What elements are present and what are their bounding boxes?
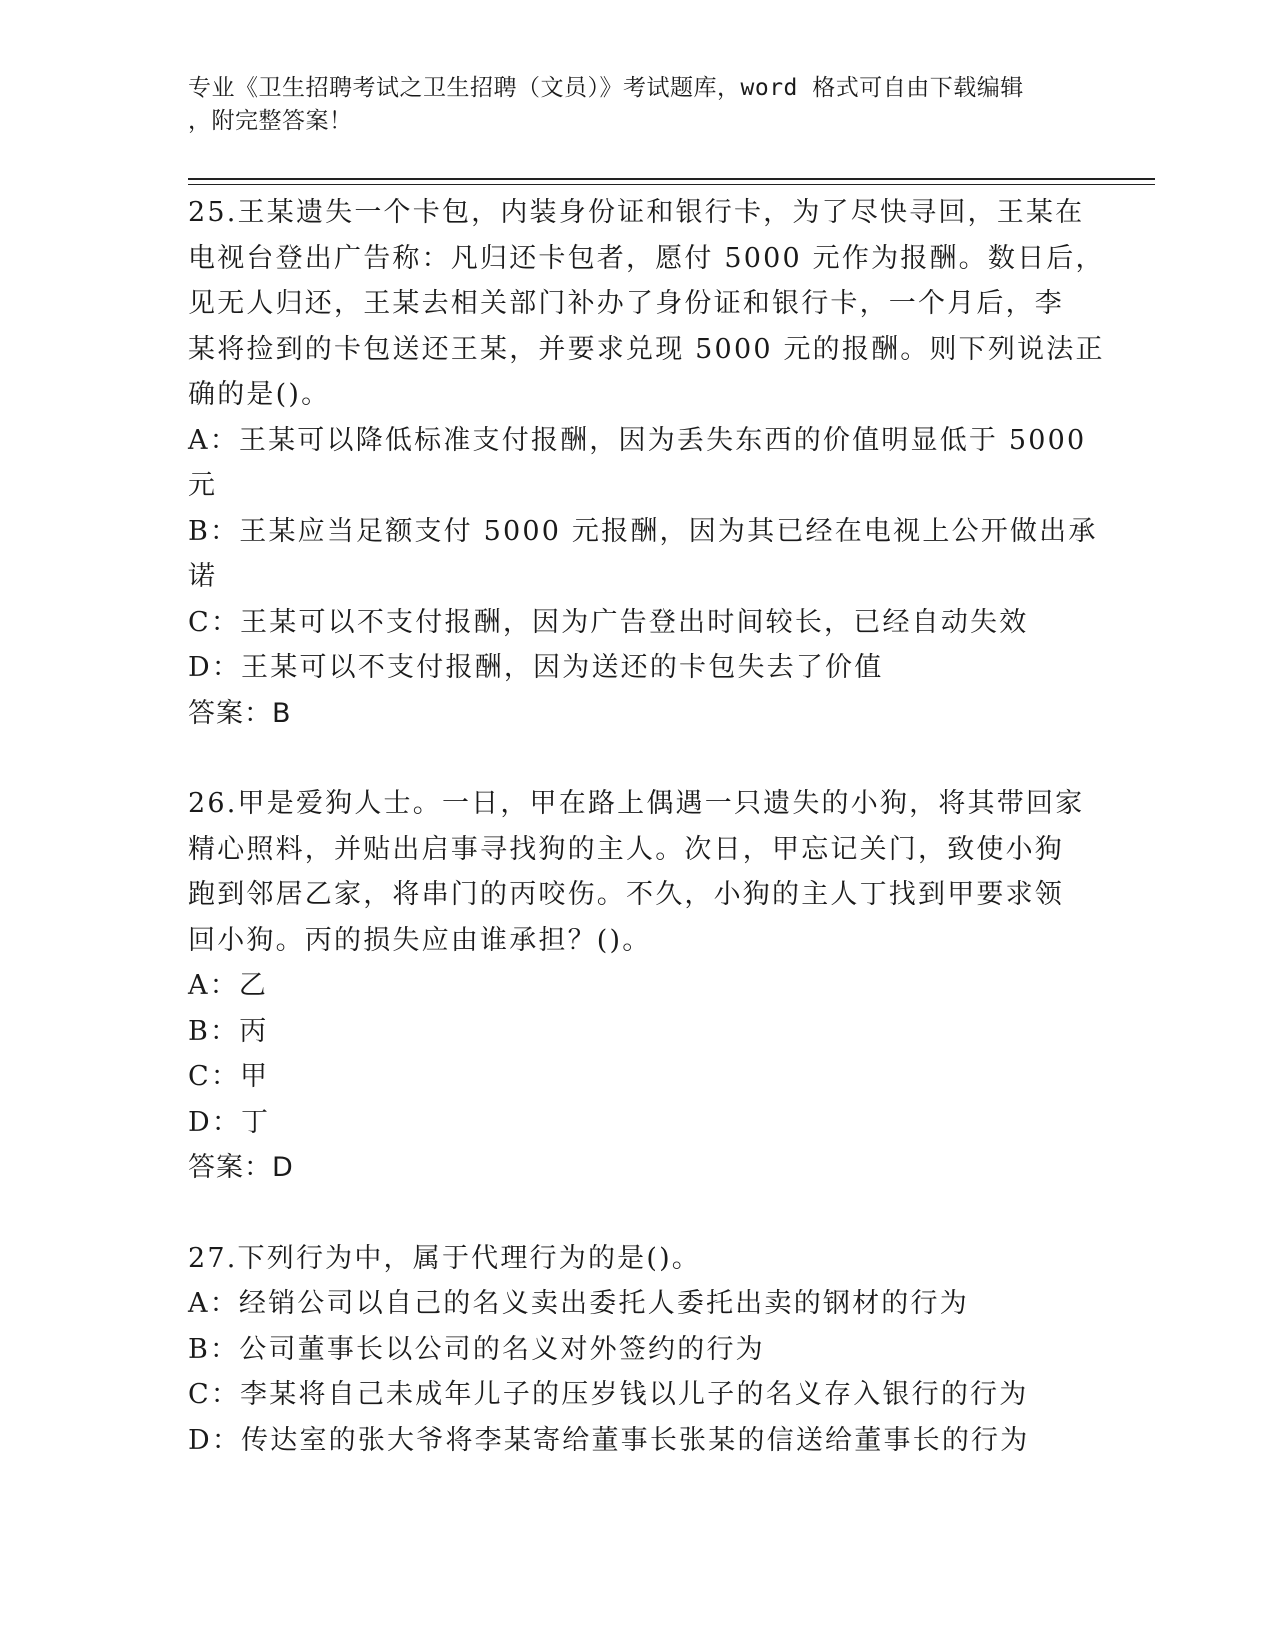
header-rule-thin: [188, 184, 1155, 185]
stem-line: 电视台登出广告称：凡归还卡包者，愿付 5000 元作为报酬。数日后，: [188, 242, 1105, 274]
option-a-continued: 元: [188, 470, 218, 501]
option-a: A：王某可以降低标准支付报酬，因为丢失东西的价值明显低于 5000: [188, 424, 1087, 456]
option-a: A：乙: [188, 970, 269, 1001]
question-27: [188, 1236, 1088, 1464]
question-stem: [188, 1236, 1088, 1282]
option-c: C：甲: [188, 1061, 270, 1092]
option-c: C：李某将自己未成年儿子的压岁钱以儿子的名义存入银行的行为: [188, 1379, 1029, 1410]
question-stem: [188, 781, 1088, 963]
option-b: B：王某应当足额支付 5000 元报酬，因为其已经在电视上公开做出承: [188, 515, 1098, 547]
option-d: D：王某可以不支付报酬，因为送还的卡包失去了价值: [188, 652, 884, 683]
stem-line: 精心照料，并贴出启事寻找狗的主人。次日，甲忘记关门，致使小狗: [188, 833, 1064, 865]
stem-line: 回小狗。丙的损失应由谁承担？()。: [188, 924, 652, 956]
option-c: C：王某可以不支付报酬，因为广告登出时间较长，已经自动失效: [188, 606, 1029, 638]
stem-line: 27.下列行为中，属于代理行为的是()。: [188, 1242, 702, 1274]
stem-line: 26.甲是爱狗人士。一日，甲在路上偶遇一只遗失的小狗，将其带回家: [188, 788, 1085, 819]
stem-line: 25.王某遗失一个卡包，内装身份证和银行卡，为了尽快寻回，王某在: [188, 197, 1085, 228]
header-line: 专业《卫生招聘考试之卫生招聘（文员）》考试题库，word 格式可自由下载编辑: [188, 75, 1024, 101]
question-stem: [188, 190, 1105, 418]
header-rule-thick: [188, 178, 1155, 180]
option-b-continued: 诺: [188, 561, 218, 592]
question-26: [188, 781, 1088, 1191]
stem-line: 见无人归还，王某去相关部门补办了身份证和银行卡，一个月后，李: [188, 288, 1064, 319]
stem-line: 确的是()。: [188, 379, 331, 410]
answer-label: 答案：D: [188, 1152, 294, 1183]
spacer: [188, 1191, 1088, 1236]
option-d: D：丁: [188, 1106, 271, 1138]
stem-line: 某将捡到的卡包送还王某，并要求兑现 5000 元的报酬。则下列说法正: [188, 333, 1105, 365]
answer-label: 答案：B: [188, 697, 292, 729]
document-header: [188, 72, 1088, 138]
option-d: D：传达室的张大爷将李某寄给董事长张某的信送给董事长的行为: [188, 1424, 1030, 1456]
option-b: B：丙: [188, 1015, 269, 1047]
option-b: B：公司董事长以公司的名义对外签约的行为: [188, 1333, 765, 1365]
stem-line: 跑到邻居乙家，将串门的丙咬伤。不久，小狗的主人丁找到甲要求领: [188, 879, 1064, 910]
header-line: ，附完整答案！: [188, 108, 353, 134]
question-list: [188, 190, 1105, 1463]
spacer: [188, 736, 1088, 781]
question-25: [188, 190, 1105, 736]
option-a: A：经销公司以自己的名义卖出委托人委托出卖的钢材的行为: [188, 1288, 969, 1319]
